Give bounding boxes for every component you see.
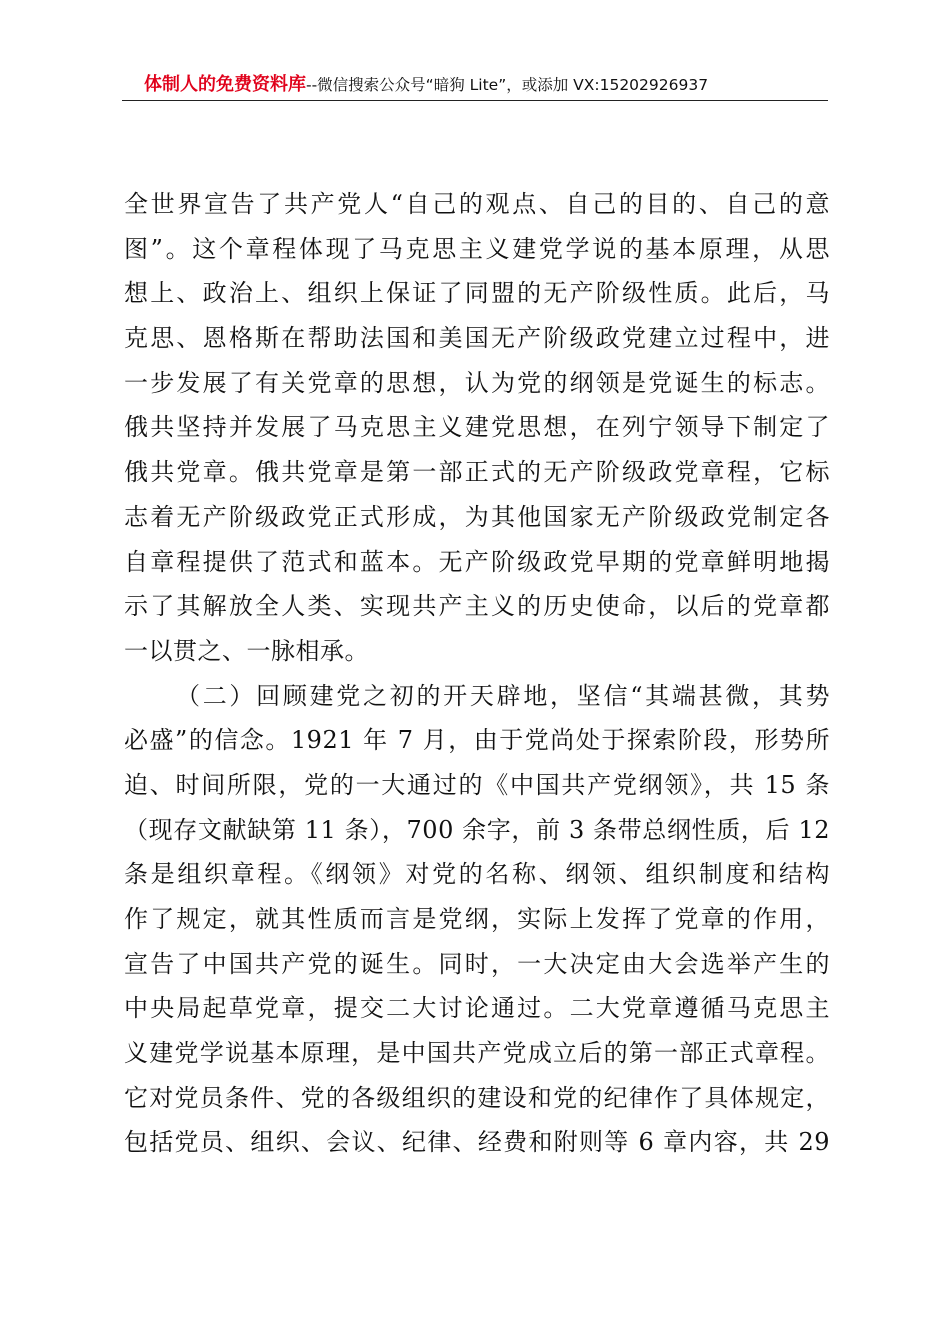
text-line: （现存文献缺第 11 条），700 余字，前 3 条带总纲性质，后 12 xyxy=(124,815,830,844)
document-body xyxy=(124,182,830,1165)
text-line: 条是组织章程。《纲领》对党的名称、纲领、组织制度和结构 xyxy=(124,860,830,889)
text-line: 志着无产阶级政党正式形成，为其他国家无产阶级政党制定各 xyxy=(124,502,830,531)
text-line: 作了规定，就其性质而言是党纲，实际上发挥了党章的作用， xyxy=(124,905,830,933)
section-heading-line: （二）回顾建党之初的开天辟地，坚信“其端甚微，其势 xyxy=(176,681,830,710)
text-line: 俄共坚持并发展了马克思主义建党思想，在列宁领导下制定了 xyxy=(124,413,830,442)
text-line: 必盛”的信念。1921 年 7 月，由于党尚处于探索阶段，形势所 xyxy=(124,726,830,755)
text-line: 图”。这个章程体现了马克思主义建党学说的基本原理，从思 xyxy=(124,234,830,263)
text-line: 自章程提供了范式和蓝本。无产阶级政党早期的党章鲜明地揭 xyxy=(124,547,830,576)
text-line: 想上、政治上、组织上保证了同盟的无产阶级性质。此后，马 xyxy=(124,279,830,308)
text-line: 全世界宣告了共产党人“自己的观点、自己的目的、自己的意 xyxy=(124,190,830,218)
text-line: 包括党员、组织、会议、纪律、经费和附则等 6 章内容，共 29 xyxy=(124,1128,830,1157)
text-line: 宣告了中国共产党的诞生。同时，一大决定由大会选举产生的 xyxy=(124,949,830,978)
text-line: 示了其解放全人类、实现共产主义的历史使命，以后的党章都 xyxy=(124,592,830,621)
header-brand: 体制人的免费资料库 xyxy=(144,74,306,95)
text-line: 中央局起草党章，提交二大讨论通过。二大党章遵循马克思主 xyxy=(124,994,830,1023)
text-line: 迫、时间所限，党的一大通过的《中国共产党纲领》，共 15 条 xyxy=(124,770,830,799)
text-line: 一步发展了有关党章的思想，认为党的纲领是党诞生的标志。 xyxy=(124,368,830,397)
text-line: 它对党员条件、党的各级组织的建设和党的纪律作了具体规定， xyxy=(124,1083,830,1112)
text-line: 克思、恩格斯在帮助法国和美国无产阶级政党建立过程中，进 xyxy=(124,324,830,353)
text-line: 义建党学说基本原理，是中国共产党成立后的第一部正式章程。 xyxy=(124,1039,830,1068)
header-contact: --微信搜索公众号“暗狗 Lite”，或添加 VX:15202926937 xyxy=(306,76,709,94)
text-line: 俄共党章。俄共党章是第一部正式的无产阶级政党章程，它标 xyxy=(124,458,830,487)
text-line: 一以贯之、一脉相承。 xyxy=(124,636,369,665)
page-header xyxy=(122,72,828,101)
